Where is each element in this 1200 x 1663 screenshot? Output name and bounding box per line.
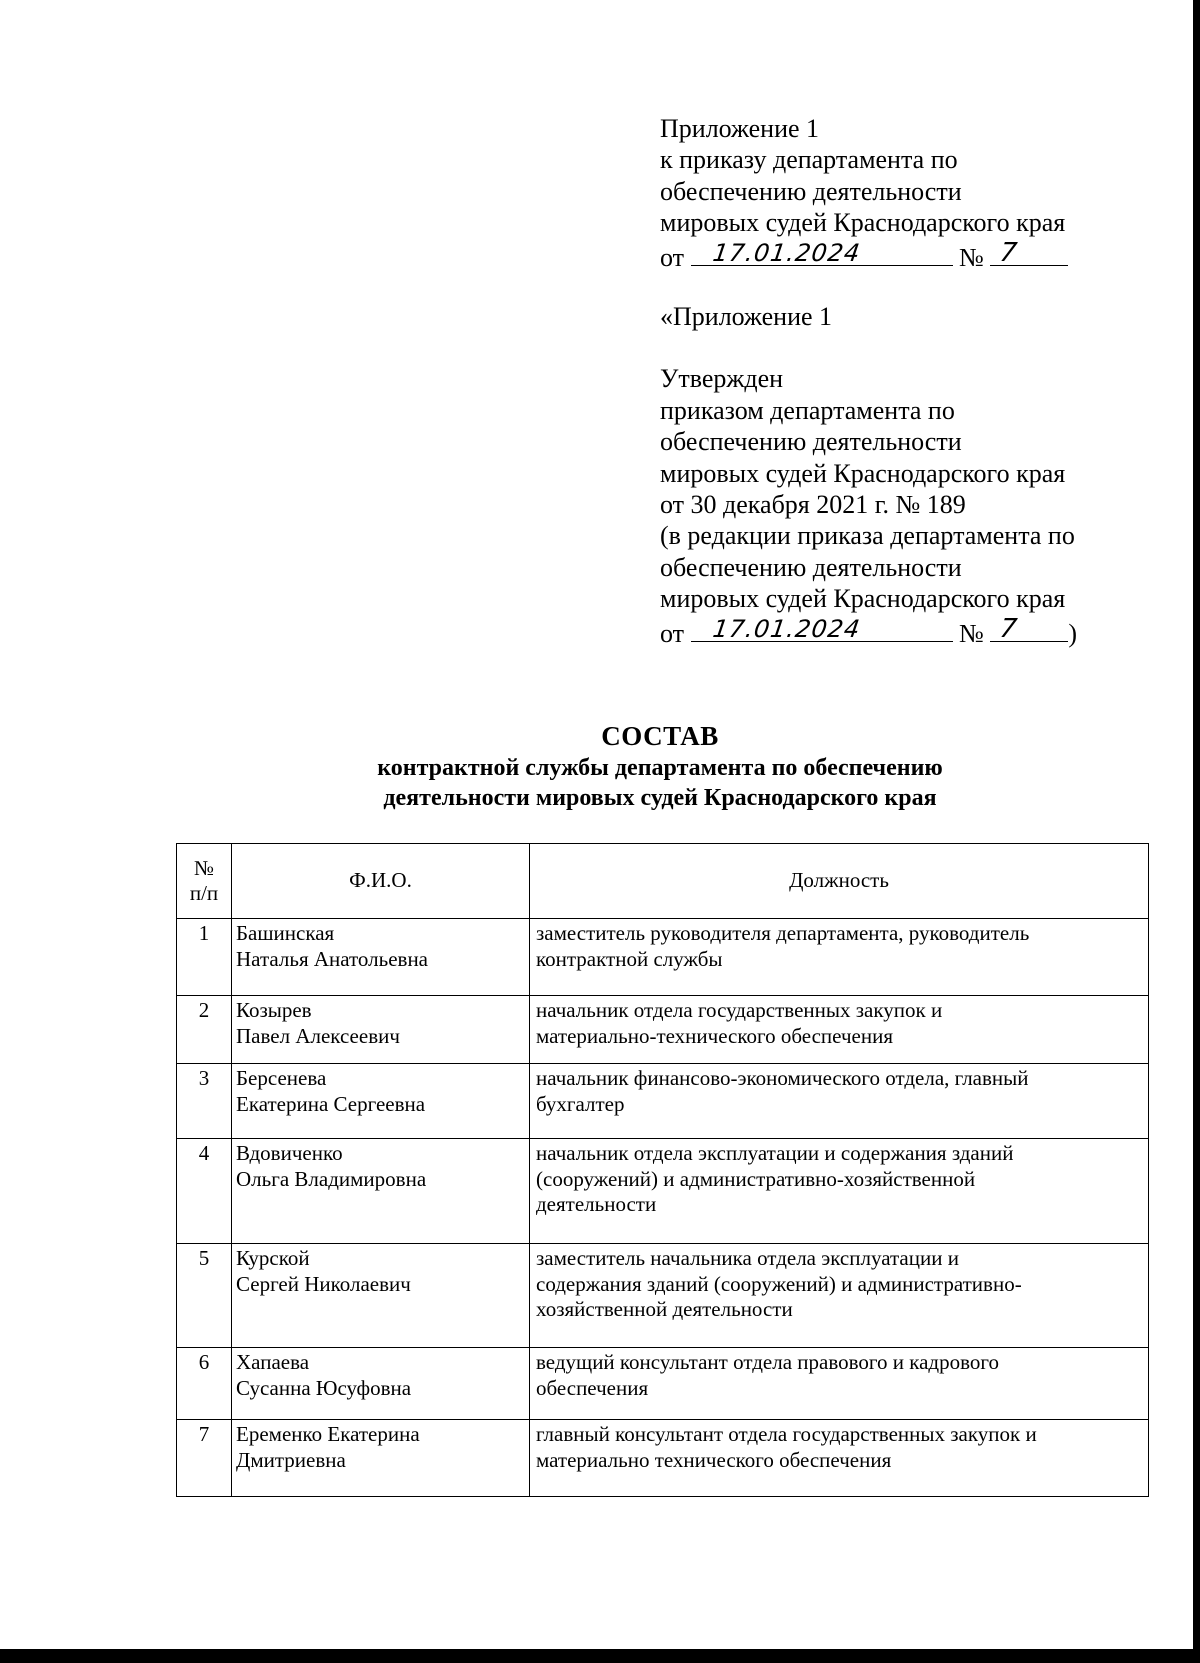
row-num: 1 xyxy=(177,919,232,996)
row-position xyxy=(530,1348,1149,1420)
edition-date-line xyxy=(660,615,1120,646)
header-num-line: № xyxy=(193,855,215,880)
row-num: 3 xyxy=(177,1064,232,1139)
from-label: от xyxy=(660,242,685,272)
position-line: ведущий консультант отдела правового и кадрового xyxy=(536,1350,999,1374)
title-main: СОСТАВ xyxy=(601,721,719,751)
row-position xyxy=(530,919,1149,996)
approved-line: от 30 декабря 2021 г. № 189 xyxy=(660,490,966,520)
header-num-line: п/п xyxy=(189,881,219,905)
table-row xyxy=(177,1420,1149,1497)
order-date-handwritten: 17.01.2024 xyxy=(710,238,862,267)
header-fio: Ф.И.О. xyxy=(232,844,530,919)
fio-line: Сусанна Юсуфовна xyxy=(236,1375,412,1400)
position-line: материально-технического обеспечения xyxy=(536,1023,893,1048)
appendix-header xyxy=(660,113,1120,646)
approved-line: обеспечению деятельности xyxy=(660,552,962,582)
table-row xyxy=(177,1244,1149,1348)
row-num: 4 xyxy=(177,1139,232,1244)
row-position xyxy=(530,1244,1149,1348)
fio-line: Хапаева xyxy=(236,1350,310,1374)
position-line: главный консультант отдела государственных закупок и xyxy=(536,1422,1037,1446)
header-num xyxy=(177,844,232,919)
row-num: 5 xyxy=(177,1244,232,1348)
fio-line: Павел Алексеевич xyxy=(236,1023,400,1048)
fio-line: Еременко Екатерина xyxy=(236,1422,420,1446)
position-line: обеспечения xyxy=(536,1375,649,1400)
fio-line: Вдовиченко xyxy=(236,1141,343,1165)
table-row xyxy=(177,1348,1149,1420)
position-line: (сооружений) и административно-хозяйственной xyxy=(536,1166,976,1191)
position-line: контрактной службы xyxy=(536,946,723,971)
order-number-handwritten: 7 xyxy=(998,237,1019,268)
position-line: начальник финансово-экономического отдела, главный xyxy=(536,1066,1029,1090)
scan-edge-right xyxy=(1193,0,1200,1663)
appendix-line: Приложение 1 xyxy=(660,114,820,143)
fio-line: Ольга Владимировна xyxy=(236,1166,427,1191)
order-number-blank xyxy=(990,239,1068,266)
row-fio xyxy=(232,1348,530,1420)
appendix-line: к приказу департамента по xyxy=(660,145,958,175)
fio-line: Сергей Николаевич xyxy=(236,1271,411,1296)
row-position xyxy=(530,996,1149,1064)
closing-paren: ) xyxy=(1068,618,1078,648)
approved-line: мировых судей Краснодарского края xyxy=(660,584,1066,614)
row-fio xyxy=(232,1139,530,1244)
approved-line: (в редакции приказа департамента по xyxy=(660,521,1075,551)
position-line: хозяйственной деятельности xyxy=(536,1297,793,1321)
number-label: № xyxy=(959,618,984,648)
fio-line: Берсенева xyxy=(236,1066,327,1090)
edition-date-blank xyxy=(691,615,953,642)
row-num: 6 xyxy=(177,1348,232,1420)
appendix-line: обеспечению деятельности xyxy=(660,176,962,206)
position-line: содержания зданий (сооружений) и административно- xyxy=(536,1271,1022,1296)
table-row xyxy=(177,996,1149,1064)
title-line-1: контрактной службы департамента по обеспечению xyxy=(377,755,943,781)
position-line: заместитель руководителя департамента, руководитель xyxy=(536,921,1030,945)
fio-line: Наталья Анатольевна xyxy=(236,946,429,971)
row-num: 2 xyxy=(177,996,232,1064)
order-date-blank xyxy=(691,239,953,266)
position-line: бухгалтер xyxy=(536,1091,625,1116)
contract-service-table xyxy=(176,843,1149,1497)
approved-line: обеспечению деятельности xyxy=(660,427,962,457)
approved-line: Утвержден xyxy=(660,364,784,394)
number-label: № xyxy=(959,242,984,272)
row-fio xyxy=(232,919,530,996)
fio-line: Башинская xyxy=(236,921,335,945)
table-header-row xyxy=(177,844,1149,919)
row-fio xyxy=(232,1064,530,1139)
position-line: начальник отдела государственных закупок и xyxy=(536,998,943,1022)
fio-line: Дмитриевна xyxy=(236,1447,346,1472)
from-label: от xyxy=(660,618,685,648)
approved-line: мировых судей Краснодарского края xyxy=(660,458,1066,488)
row-position xyxy=(530,1420,1149,1497)
table-row xyxy=(177,919,1149,996)
row-fio xyxy=(232,1244,530,1348)
edition-number-blank xyxy=(990,615,1068,642)
position-line: деятельности xyxy=(536,1192,657,1216)
appendix-line: мировых судей Краснодарского края xyxy=(660,208,1066,238)
table-row xyxy=(177,1139,1149,1244)
table-row xyxy=(177,1064,1149,1139)
position-line: материально технического обеспечения xyxy=(536,1447,892,1472)
title-line-2: деятельности мировых судей Краснодарского края xyxy=(383,785,937,811)
position-line: начальник отдела эксплуатации и содержания зданий xyxy=(536,1141,1014,1165)
row-fio xyxy=(232,1420,530,1497)
row-position xyxy=(530,1139,1149,1244)
order-date-line xyxy=(660,239,1120,270)
quoted-appendix-title: «Приложение 1 xyxy=(660,302,833,332)
row-num: 7 xyxy=(177,1420,232,1497)
row-position xyxy=(530,1064,1149,1139)
approved-line: приказом департамента по xyxy=(660,395,955,425)
header-position: Должность xyxy=(530,844,1149,919)
scan-edge-bottom xyxy=(0,1649,1200,1663)
fio-line: Козырев xyxy=(236,998,312,1022)
fio-line: Курской xyxy=(236,1246,310,1270)
document-title xyxy=(170,720,1150,813)
edition-date-handwritten: 17.01.2024 xyxy=(710,614,862,643)
row-fio xyxy=(232,996,530,1064)
position-line: заместитель начальника отдела эксплуатации и xyxy=(536,1246,959,1270)
edition-number-handwritten: 7 xyxy=(998,613,1019,644)
fio-line: Екатерина Сергеевна xyxy=(236,1091,426,1116)
